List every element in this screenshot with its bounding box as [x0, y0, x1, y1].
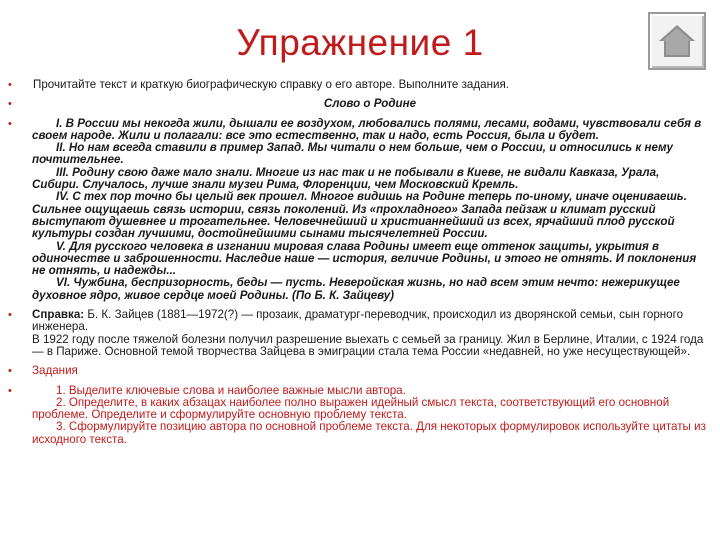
bullet: •	[8, 79, 12, 91]
bio-line-2: В 1922 году после тяжелой болезни получил разрешение выехать с семьей за границу. Жил в Берлине, Италии, с 1924 года — в Париже. Основной темой творчества Зайцева в эмиграции стала тема России «недавней, но уже несуществующей».	[32, 332, 704, 358]
paragraph-2: II. Но нам всегда ставили в пример Запад. Мы читали о нем больше, чем о России, и относились к нему почтительнее.	[32, 141, 673, 167]
paragraph-6: VI. Чужбина, беспризорность, беды — пусть. Неверойская жизнь, но над всем этим нечто: нежерикущее духовное ядро, живое сердце моей Родины. (По Б. К. Зайцеву)	[32, 276, 680, 302]
paragraph-1: I. В России мы некогда жили, дышали ее воздухом, любовались полями, лесами, водами, чувствовали себя в своем народе. Жили и полагали: все это естественно, так и надо, есть Россия, была и будет.	[32, 116, 702, 142]
bullet: •	[8, 309, 12, 322]
slide-content	[8, 79, 708, 453]
instruction-text: Прочитайте текст и краткую биографическую справку о его авторе. Выполните задания.	[33, 78, 509, 91]
list-item-instruction	[8, 79, 708, 91]
bio-label: Справка:	[32, 308, 85, 322]
tasks-label: Задания	[32, 364, 78, 378]
list-item-tasks-label	[8, 365, 708, 377]
list-item-text-body	[8, 118, 708, 302]
home-button[interactable]	[648, 12, 706, 70]
task-2: 2. Определите, в каких абзацах наиболее полно выражен идейный смысл текста, соответствующий его основной проблеме. Определите и сформулируйте основную проблему текста.	[32, 395, 670, 422]
bullet: •	[8, 384, 12, 397]
slide-title: Упражнение 1	[236, 22, 484, 63]
list-item-text-title	[8, 98, 708, 110]
bullet: •	[8, 365, 12, 378]
list-item-tasks	[8, 385, 708, 446]
paragraph-5: V. Для русского человека в изгнании мировая слава Родины имеет еще оттенок защиты, укрытия в одиночестве и заброшенности. Наследие наше — история, величие Родины, и этого не отнять. И поклонения не отнять, и надежды...	[32, 239, 697, 278]
task-1: 1. Выделите ключевые слова и наиболее важные мысли автора.	[56, 383, 406, 397]
paragraph-4: IV. С тех пор точно бы целый век прошел. Многое видишь на Родине теперь по-иному, иначе оцениваешь. Сильнее ощущаешь связь истории, связь поколений. Из «прохладного» Запада пейзаж и климат русский выступают душевнее и трогательнее. Человечнейший и христианнейший из всех, ярчайший плод русской культуры создан лучшими, достойнейшими сынами тысячелетней России.	[32, 190, 687, 241]
bio-line-1: Б. К. Зайцев (1881—1972(?) — прозаик, драматург-переводчик, происходил из дворянской семьи, сын горного инженера.	[32, 308, 684, 334]
bullet: •	[8, 117, 12, 130]
bullet: •	[8, 98, 12, 111]
home-icon	[656, 20, 698, 62]
list-item-bio	[8, 309, 708, 358]
paragraph-3: III. Родину свою даже мало знали. Многие из нас так и не побывали в Киеве, не видали Кавказа, Урала, Сибири. Случалось, лучше знали музеи Рима, Флоренции, чем Московский Кремль.	[32, 165, 660, 192]
task-3: 3. Сформулируйте позицию автора по основной проблеме текста. Для некоторых формулировок используйте цитаты из исходного текста.	[32, 420, 706, 446]
text-title: Слово о Родине	[323, 97, 417, 111]
